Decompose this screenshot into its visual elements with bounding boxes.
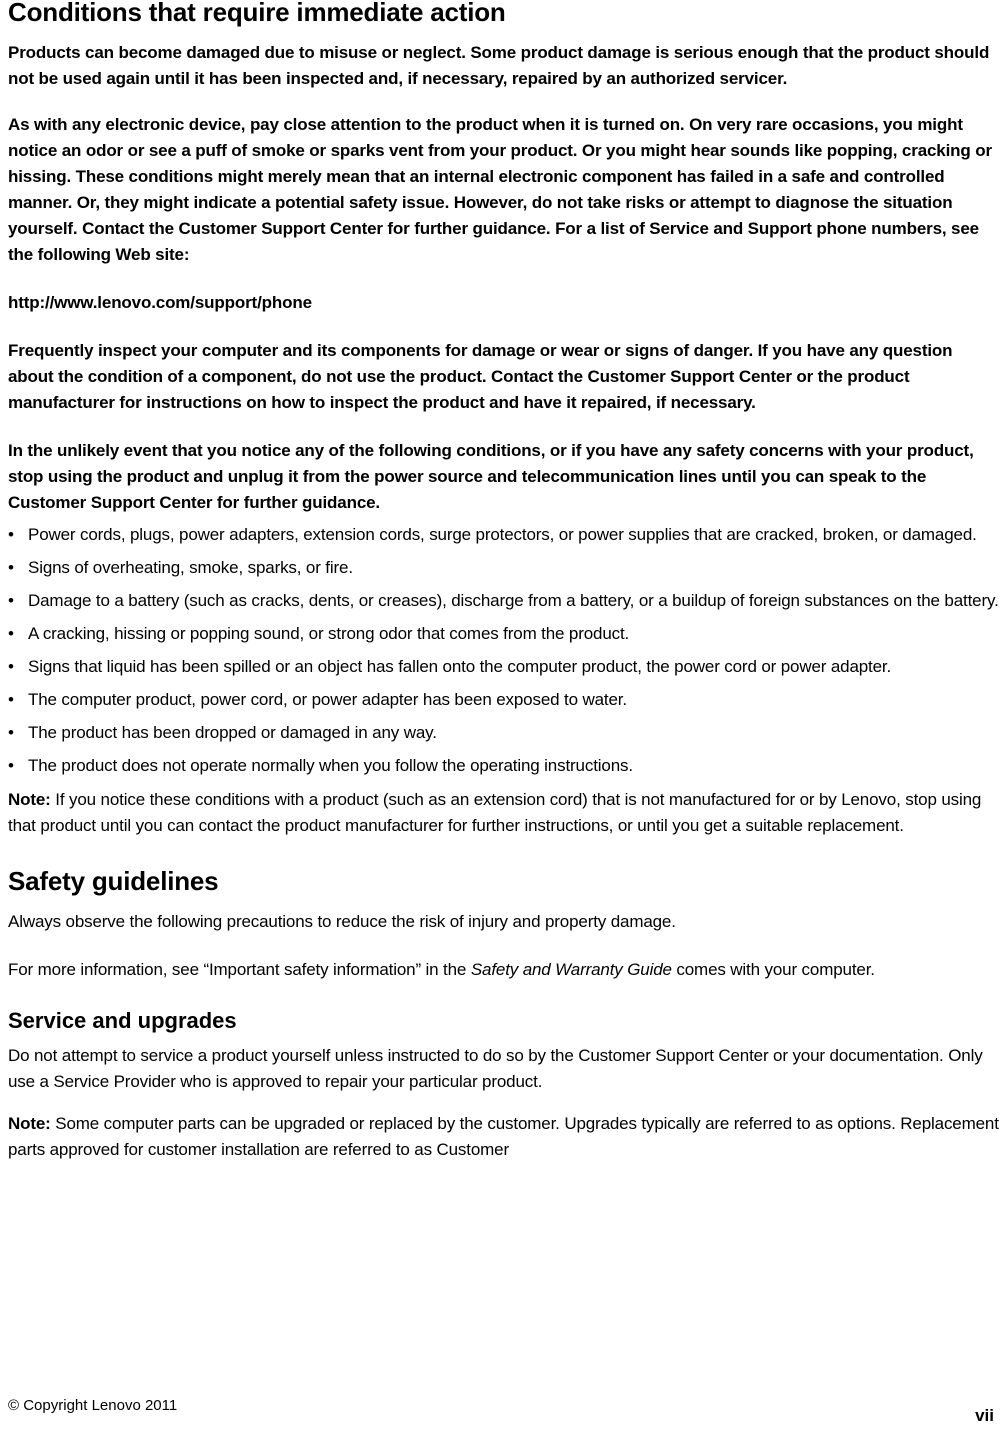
device-attention-paragraph: As with any electronic device, pay close attention to the product when it is turned on. On very rare occasions, you might notice an odor or see a puff of smoke or sparks vent from your product. Or you might hear sounds like popping, cracking or hissing. These conditions might merely mean that an internal electronic component has failed in a safe and controlled manner. Or, they might indicate a potential safety issue. However, do not take risks or attempt to diagnose the situation yourself. Contact the Customer Support Center for further guidance. For a list of Service and Support phone numbers, see the following Web site: [8, 115, 992, 264]
bullet-icon: • [8, 657, 14, 676]
subsection-title-service-upgrades: Service and upgrades [8, 1008, 237, 1033]
intro-paragraph: Products can become damaged due to misuse or neglect. Some product damage is serious enough that the product should not be used again until it has been inspected and, if necessary, repaired by an authorized servicer. [8, 43, 990, 88]
safety-concerns-paragraph: In the unlikely event that you notice any of the following conditions, or if you have any safety concerns with your product, stop using the product and unplug it from the power source and telecommunication lines until you can speak to the Customer Support Center for further guidance. [8, 441, 974, 512]
service-paragraph: Do not attempt to service a product yourself unless instructed to do so by the Customer Support Center or your documentation. Only use a Service Provider who is approved to repair your particular product. [8, 1046, 983, 1091]
copyright-notice: © Copyright Lenovo 2011 [8, 1397, 178, 1414]
section-title-safety-guidelines: Safety guidelines [8, 866, 219, 896]
list-item: • Signs of overheating, smoke, sparks, or fire. [8, 555, 1000, 581]
list-item: • The computer product, power cord, or power adapter has been exposed to water. [8, 687, 1000, 713]
section-title-immediate-action: Conditions that require immediate action [8, 0, 506, 27]
bullet-icon: • [8, 690, 14, 709]
list-item: • Signs that liquid has been spilled or an object has fallen onto the computer product, the power cord or power adapter. [8, 654, 1000, 680]
page-number: vii [975, 1406, 994, 1425]
more-info-paragraph: For more information, see “Important safety information” in the Safety and Warranty Guide comes with your computer. [8, 960, 875, 979]
note-label: Note: [8, 790, 51, 809]
page-footer [8, 1396, 994, 1425]
precautions-paragraph: Always observe the following precautions to reduce the risk of injury and property damage. [8, 912, 676, 931]
bullet-icon: • [8, 624, 14, 643]
list-item: • A cracking, hissing or popping sound, or strong odor that comes from the product. [8, 621, 1000, 647]
conditions-list [8, 522, 1000, 779]
list-item: • Power cords, plugs, power adapters, extension cords, surge protectors, or power supplies that are cracked, broken, or damaged. [8, 522, 1000, 548]
list-item: • Damage to a battery (such as cracks, dents, or creases), discharge from a battery, or a buildup of foreign substances on the battery. [8, 588, 1000, 614]
list-item: • The product does not operate normally when you follow the operating instructions. [8, 753, 1000, 779]
list-item: • The product has been dropped or damaged in any way. [8, 720, 1000, 746]
bullet-icon: • [8, 756, 14, 775]
inspect-paragraph: Frequently inspect your computer and its components for damage or wear or signs of danger. If you have any question about the condition of a component, do not use the product. Contact the Customer Support Center or the product manufacturer for instructions on how to inspect the product and have it repaired, if necessary. [8, 341, 953, 412]
upgrade-note-paragraph [8, 1111, 1000, 1163]
note-text: If you notice these conditions with a product (such as an extension cord) that is not manufactured for or by Lenovo, stop using that product until you can contact the product manufacturer for further instructions, or until you get a suitable replacement. [8, 790, 982, 835]
bullet-icon: • [8, 525, 14, 544]
guide-title: Safety and Warranty Guide [470, 960, 672, 979]
bullet-icon: • [8, 723, 14, 742]
document-page [8, 0, 1000, 1163]
bullet-icon: • [8, 591, 14, 610]
note-paragraph [8, 787, 1000, 839]
note-label: Note: [8, 1114, 51, 1133]
support-phone-url[interactable]: http://www.lenovo.com/support/phone [8, 293, 312, 312]
note-text: Some computer parts can be upgraded or replaced by the customer. Upgrades typically are referred to as options. Replacement parts approved for customer installation are referred to as Customer [8, 1114, 999, 1159]
bullet-icon: • [8, 558, 14, 577]
